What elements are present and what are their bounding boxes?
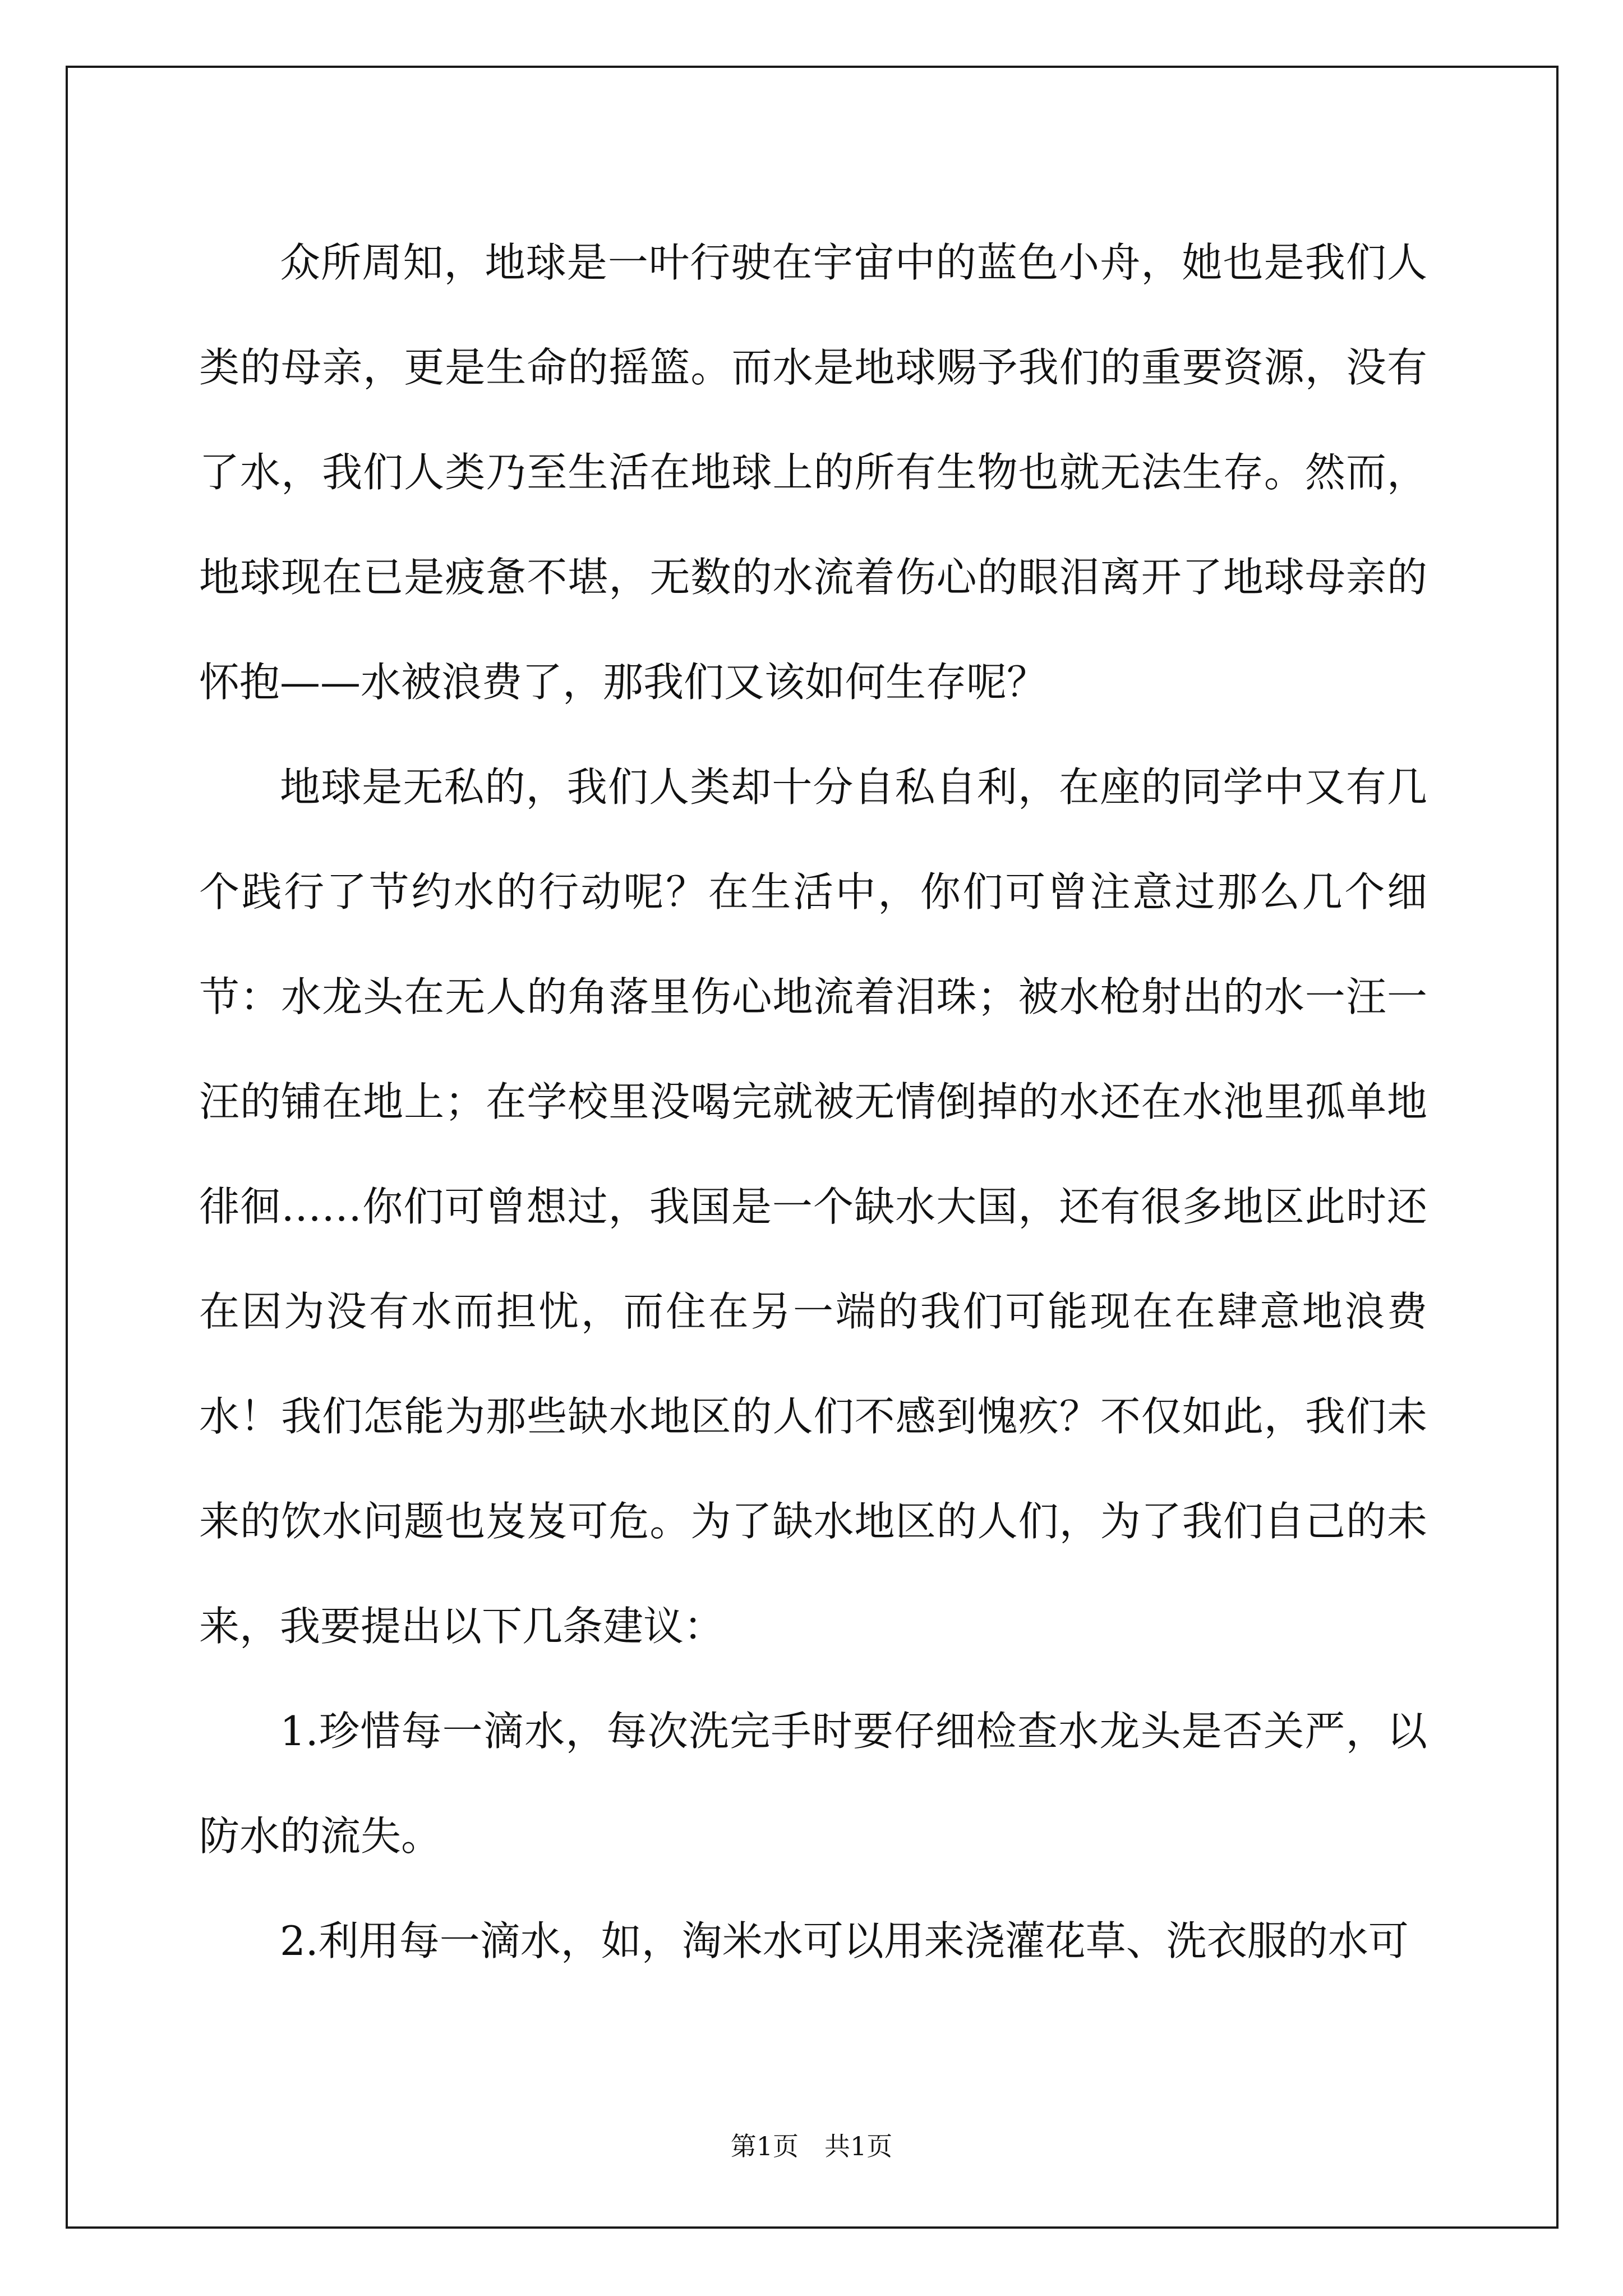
page-number: 第1页 共1页 <box>730 2131 893 2161</box>
paragraph-suggestion-2: 2.利用每一滴水，如，淘米水可以用来浇灌花草、洗衣服的水可 <box>280 1917 1409 1964</box>
paragraph-suggestion-1: 1.珍惜每一滴水，每次洗完手时要仔细检查水龙头是否关严，以防水的流失。 <box>199 1708 1427 1860</box>
page-footer <box>0 2129 1623 2163</box>
paragraph-appeal: 地球是无私的，我们人类却十分自私自利，在座的同学中又有几个践行了节约水的行动呢？在生活中，你们可曾注意过那么几个细节：水龙头在无人的角落里伤心地流着泪珠；被水枪射出的水一汪一汪的铺在地上；在学校里没喝完就被无情倒掉的水还在水池里孤单地徘徊……你们可曾想过，我国是一个缺水大国，还有很多地区此时还在因为没有水而担忧，而住在另一端的我们可能现在在肆意地浪费水！我们怎能为那些缺水地区的人们不感到愧疚？不仅如此，我们未来的饮水问题也岌岌可危。为了缺水地区的人们，为了我们自己的未来，我要提出以下几条建议： <box>199 763 1427 1650</box>
document-body <box>199 210 1427 1994</box>
paragraph-intro: 众所周知，地球是一叶行驶在宇宙中的蓝色小舟，她也是我们人类的母亲，更是生命的摇篮。而水是地球赐予我们的重要资源，没有了水，我们人类乃至生活在地球上的所有生物也就无法生存。然而，地球现在已是疲惫不堪，无数的水流着伤心的眼泪离开了地球母亲的怀抱——水被浪费了，那我们又该如何生存呢？ <box>199 239 1427 706</box>
